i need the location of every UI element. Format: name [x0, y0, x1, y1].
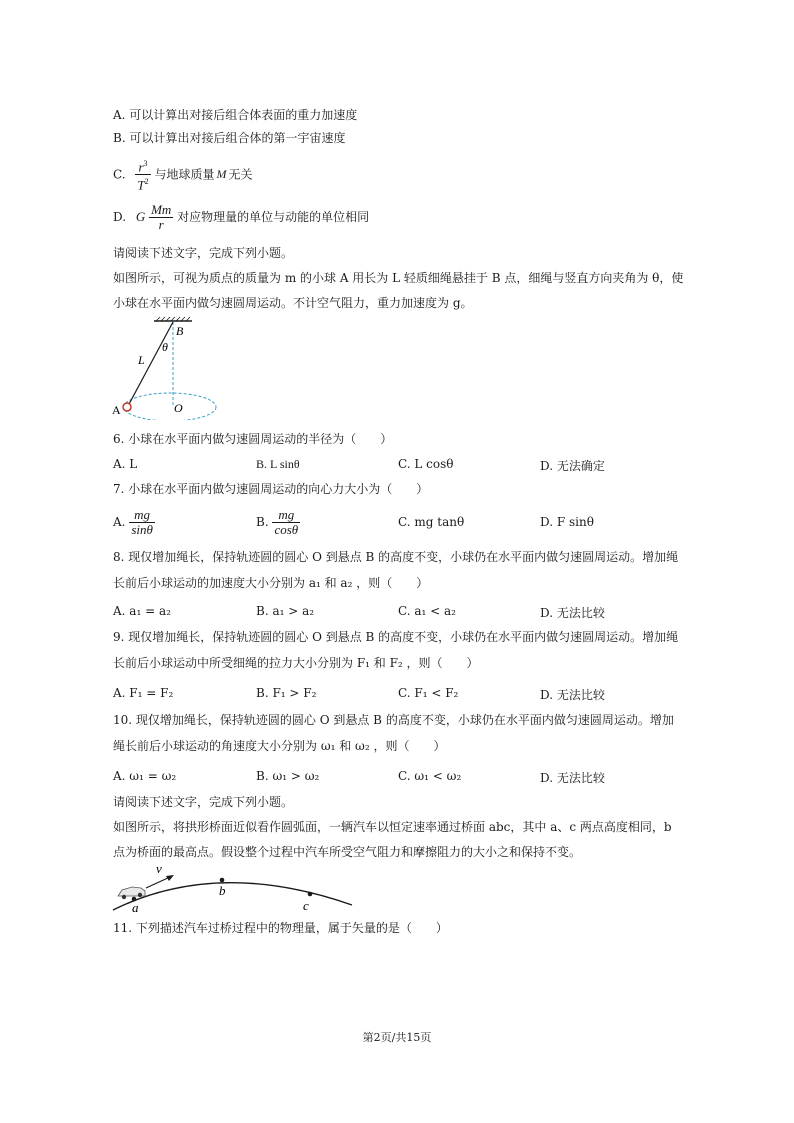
reading-intro-1: 请阅读下述文字，完成下列小题。 [113, 246, 294, 260]
q7-option-d: D. F sinθ [540, 515, 594, 529]
velocity-arrow [146, 877, 170, 888]
q7-stem: 7. 小球在水平面内做匀速圆周运动的向心力大小为（ ） [113, 482, 429, 496]
q10-stem-line-2: 绳长前后小球运动的角速度大小分别为 ω₁ 和 ω₂ ，则（ ） [113, 739, 446, 753]
arch-bridge-figure [108, 860, 358, 918]
option-c-tail: 无关 [228, 167, 253, 182]
q6-options [113, 457, 693, 481]
label-a-point: a [132, 900, 139, 915]
option-c-text: 与地球质量 [154, 167, 215, 182]
q6-option-c: C. L cosθ [398, 457, 454, 471]
q9-stem-line-1: 9. 现仅增加绳长，保持轨迹圆的圆心 O 到悬点 B 的高度不变，小球仍在水平面内做匀速圆周运动。增加绳 [113, 630, 679, 644]
q11-stem: 11. 下列描述汽车过桥过程中的物理量，属于矢量的是（ ） [113, 921, 448, 935]
reading-intro-2: 请阅读下述文字，完成下列小题。 [113, 795, 294, 809]
passage-2-line-1: 如图所示，将拱形桥面近似看作圆弧面，一辆汽车以恒定速率通过桥面 abc，其中 a、c 两点高度相同，b [113, 820, 672, 834]
conical-pendulum-figure [108, 316, 228, 420]
point-b [220, 878, 225, 883]
passage-1-line-2: 小球在水平面内做匀速圆周运动。不计空气阻力，重力加速度为 g。 [113, 296, 473, 310]
q9-option-a: A. F₁ = F₂ [113, 686, 174, 700]
q9-option-b: B. F₁ > F₂ [256, 686, 317, 700]
q8-option-b: B. a₁ > a₂ [256, 604, 315, 618]
option-label: C. [113, 167, 126, 182]
label-b: B [176, 324, 184, 338]
q8-stem-line-1: 8. 现仅增加绳长，保持轨迹圆的圆心 O 到悬点 B 的高度不变，小球仍在水平面内做匀速圆周运动。增加绳 [113, 550, 679, 564]
q5-option-a: A. 可以计算出对接后组合体表面的重力加速度 [113, 108, 358, 122]
fraction-mm-over-r: $\frac{Mm}{r}$ [151, 202, 172, 232]
q7-option-a: A. $\frac{mg}{\sin\theta}$ [113, 507, 153, 537]
page-number: 第2页/共15页 [362, 1031, 432, 1044]
q9-option-c: C. F₁ < F₂ [398, 686, 459, 700]
label-b-point: b [219, 883, 226, 898]
q6-option-b: B. L sinθ [256, 457, 300, 471]
passage-2-line-2: 点为桥面的最高点。假设整个过程中汽车所受空气阻力和摩擦阻力的大小之和保持不变。 [113, 845, 582, 859]
q5-option-b: B. 可以计算出对接后组合体的第一宇宙速度 [113, 131, 346, 145]
q5-option-d [113, 203, 369, 232]
q9-stem-line-2: 长前后小球运动中所受细绳的拉力大小分别为 F₁ 和 F₂ ，则（ ） [113, 656, 479, 670]
passage-1-line-1: 如图所示，可视为质点的质量为 m 的小球 A 用长为 L 轻质细绳悬挂于 B 点，细绳与竖直方向夹角为 θ，使 [113, 271, 684, 285]
q5-option-c [113, 157, 253, 193]
q7-options [113, 506, 693, 540]
ball-a [123, 403, 131, 411]
option-d-text: 对应物理量的单位与动能的单位相同 [177, 210, 370, 224]
q6-option-d: D. 无法确定 [540, 459, 605, 473]
q10-option-b: B. ω₁ > ω₂ [256, 769, 320, 783]
q10-option-a: A. ω₁ = ω₂ [113, 769, 177, 783]
point-c [308, 892, 313, 897]
option-label: D. [113, 210, 127, 224]
q6-stem: 6. 小球在水平面内做匀速圆周运动的半径为（ ） [113, 432, 393, 446]
q10-stem-line-1: 10. 现仅增加绳长，保持轨迹圆的圆心 O 到悬点 B 的高度不变，小球仍在水平面内做匀速圆周运动。增加 [113, 713, 674, 727]
label-theta: θ [162, 340, 168, 354]
q9-options [113, 686, 693, 710]
label-c-point: c [303, 898, 309, 913]
q6-option-a: A. L [113, 457, 138, 471]
g-constant: G [135, 209, 146, 224]
q8-option-d: D. 无法比较 [540, 606, 605, 620]
label-v: v [156, 861, 162, 876]
q8-option-a: A. a₁ = a₂ [113, 604, 171, 618]
q7-option-c: C. mg tanθ [398, 515, 465, 529]
q8-stem-line-2: 长前后小球运动的加速度大小分别为 a₁ 和 a₂ ，则（ ） [113, 576, 429, 590]
q7-option-b: B. $\frac{mg}{\cos\theta}$ [256, 507, 299, 537]
fraction-r3-over-t2: $\frac{r^3}{T^2}$ [137, 159, 149, 193]
label-l: L [138, 353, 145, 367]
q8-option-c: C. a₁ < a₂ [398, 604, 456, 618]
q10-option-c: C. ω₁ < ω₂ [398, 769, 462, 783]
mass-symbol: M [216, 167, 227, 182]
label-o: O [174, 401, 183, 415]
q10-options [113, 769, 693, 793]
q9-option-d: D. 无法比较 [540, 688, 605, 702]
circular-path [124, 393, 216, 420]
label-a: A [112, 403, 121, 417]
q8-options [113, 604, 693, 628]
q10-option-d: D. 无法比较 [540, 771, 605, 785]
